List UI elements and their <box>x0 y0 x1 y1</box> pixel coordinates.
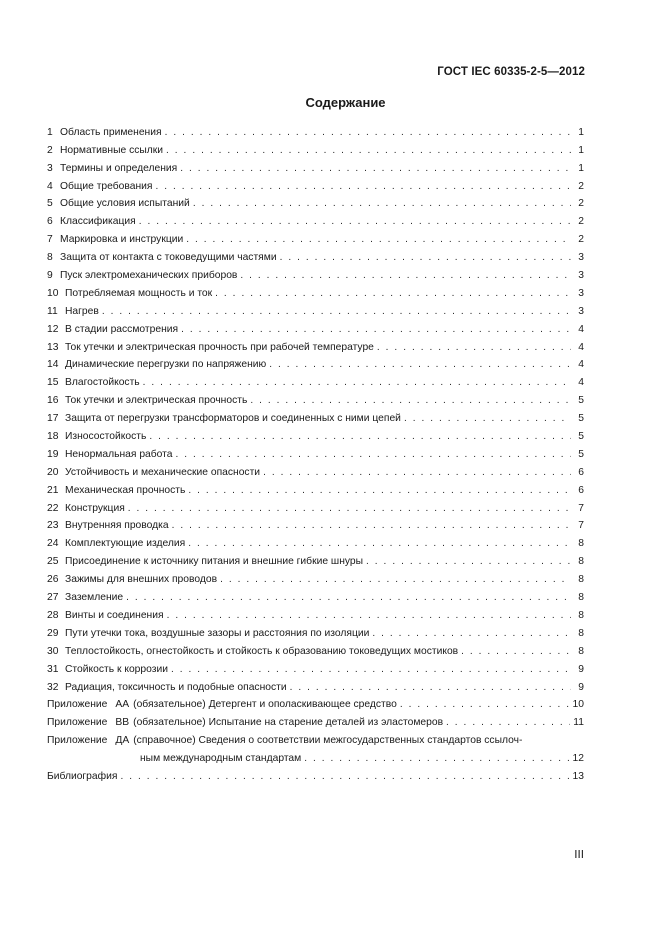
toc-entry <box>47 354 584 372</box>
toc-entry <box>47 264 584 282</box>
table-of-contents <box>47 121 584 783</box>
dot-leader <box>446 717 570 729</box>
dot-leader <box>180 163 571 175</box>
toc-entry <box>47 479 584 497</box>
toc-entry <box>47 461 584 479</box>
page-ref: 7 <box>578 502 584 514</box>
toc-entry <box>47 246 584 264</box>
section-title: Радиация, токсичность и подобные опасности <box>65 681 287 693</box>
page-ref: 1 <box>578 126 584 138</box>
toc-entry <box>47 604 584 622</box>
page-ref: 8 <box>578 627 584 639</box>
dot-leader <box>172 520 571 532</box>
page-ref: 1 <box>578 144 584 156</box>
page-ref: 6 <box>578 484 584 496</box>
toc-title: Содержание <box>305 95 386 110</box>
page-ref: 8 <box>578 645 584 657</box>
page-ref: 6 <box>578 466 584 478</box>
page-ref: 8 <box>578 556 584 568</box>
dot-leader <box>240 270 571 282</box>
section-title: Внутренняя проводка <box>65 520 169 532</box>
dot-leader <box>269 359 571 371</box>
section-title: Область применения <box>60 126 162 138</box>
page-ref: 4 <box>578 323 584 335</box>
appendix-code: АА <box>115 699 130 711</box>
section-title: Динамические перегрузки по напряжению <box>65 359 267 371</box>
toc-entry <box>47 336 584 354</box>
section-title: Присоединение к источнику питания и внешние гибкие шнуры <box>65 556 364 568</box>
page-ref: 7 <box>578 520 584 532</box>
page-ref: 11 <box>573 717 584 729</box>
section-title: Комплектующие изделия <box>65 538 186 550</box>
section-number: 18 <box>47 431 59 443</box>
toc-entry <box>47 622 584 640</box>
toc-entry <box>47 658 584 676</box>
page-ref: 3 <box>578 287 584 299</box>
page-ref: 2 <box>578 234 584 246</box>
page-ref: 12 <box>572 753 584 765</box>
section-number: 29 <box>47 627 59 639</box>
dot-leader <box>404 413 571 425</box>
section-number: 10 <box>47 287 59 299</box>
toc-entry <box>47 371 584 389</box>
dot-leader <box>166 145 571 157</box>
toc-entry <box>47 389 584 407</box>
dot-leader <box>102 306 571 318</box>
toc-entry <box>47 425 584 443</box>
section-number: 1 <box>47 126 53 138</box>
document-header: ГОСТ IEC 60335-2-5—2012 <box>437 66 585 78</box>
section-title: Защита от перегрузки трансформаторов и соединенных с ними цепей <box>65 413 401 425</box>
section-number: 20 <box>47 466 59 478</box>
section-title: Винты и соединения <box>65 609 164 621</box>
toc-appendix <box>47 729 584 765</box>
dot-leader <box>304 753 569 765</box>
toc-bibliography <box>47 765 584 783</box>
section-title: Стойкость к коррозии <box>65 663 168 675</box>
section-title: Общие условия испытаний <box>60 198 190 210</box>
toc-entry <box>47 532 584 550</box>
page-ref: 3 <box>578 270 584 282</box>
toc-entry <box>47 300 584 318</box>
dot-leader <box>263 467 571 479</box>
dot-leader <box>400 699 570 711</box>
dot-leader <box>188 485 571 497</box>
section-number: 27 <box>47 592 59 604</box>
section-number: 25 <box>47 556 59 568</box>
dot-leader <box>139 216 571 228</box>
section-number: 23 <box>47 520 59 532</box>
toc-entry <box>47 586 584 604</box>
appendix-label: Приложение <box>47 717 108 729</box>
dot-leader <box>193 198 571 210</box>
appendix-code: ВВ <box>115 717 130 729</box>
dot-leader <box>126 592 571 604</box>
dot-leader <box>120 771 569 783</box>
toc-entry <box>47 282 584 300</box>
section-title: Общие требования <box>60 180 153 192</box>
appendix-title: (справочное) Сведения о соответствии межгосударственных стандартов ссылоч- <box>133 735 523 747</box>
section-number: 15 <box>47 377 59 389</box>
page-ref: 10 <box>572 699 584 711</box>
page-ref: 1 <box>578 162 584 174</box>
section-number: 30 <box>47 645 59 657</box>
section-number: 16 <box>47 395 59 407</box>
section-number: 11 <box>47 305 58 317</box>
toc-entry <box>47 175 584 193</box>
page-ref: 3 <box>578 252 584 264</box>
dot-leader <box>220 574 571 586</box>
section-number: 22 <box>47 502 59 514</box>
toc-entry <box>47 550 584 568</box>
dot-leader <box>377 342 571 354</box>
toc-entry <box>47 407 584 425</box>
section-number: 9 <box>47 270 53 282</box>
page-number: III <box>574 848 584 861</box>
page-ref: 5 <box>578 431 584 443</box>
page-ref: 13 <box>572 770 584 782</box>
section-number: 6 <box>47 216 53 228</box>
dot-leader <box>366 556 571 568</box>
dot-leader <box>461 646 571 658</box>
page-ref: 8 <box>578 574 584 586</box>
dot-leader <box>156 181 572 193</box>
section-number: 26 <box>47 574 59 586</box>
page-ref: 4 <box>578 341 584 353</box>
section-title: В стадии рассмотрения <box>65 323 179 335</box>
toc-entry <box>47 228 584 246</box>
section-title: Потребляемая мощность и ток <box>65 287 213 299</box>
section-number: 3 <box>47 162 53 174</box>
section-title: Теплостойкость, огнестойкость и стойкость к образованию токоведущих мостиков <box>65 645 459 657</box>
appendix-code: ДА <box>115 735 130 747</box>
dot-leader <box>176 449 571 461</box>
section-title: Нагрев <box>65 305 99 317</box>
toc-entry <box>47 676 584 694</box>
appendix-title: (обязательное) Испытание на старение деталей из эластомеров <box>133 717 444 729</box>
section-number: 13 <box>47 341 59 353</box>
dot-leader <box>215 288 571 300</box>
dot-leader <box>186 234 571 246</box>
toc-entry <box>47 139 584 157</box>
dot-leader <box>128 503 571 515</box>
section-number: 2 <box>47 144 53 156</box>
dot-leader <box>143 377 571 389</box>
dot-leader <box>165 127 571 139</box>
dot-leader <box>167 610 571 622</box>
section-title: Износостойкость <box>65 431 147 443</box>
page-ref: 2 <box>578 180 584 192</box>
section-number: 17 <box>47 413 59 425</box>
section-title: Влагостойкость <box>65 377 140 389</box>
section-title: Защита от контакта с токоведущими частями <box>60 252 277 264</box>
section-number: 24 <box>47 538 59 550</box>
page-ref: 8 <box>578 538 584 550</box>
toc-entry <box>47 497 584 515</box>
page-ref: 2 <box>578 198 584 210</box>
page-ref: 8 <box>578 609 584 621</box>
section-title: Ток утечки и электрическая прочность при рабочей температуре <box>65 341 374 353</box>
dot-leader <box>280 252 571 264</box>
section-title: Ненормальная работа <box>65 448 173 460</box>
toc-entry <box>47 443 584 461</box>
toc-entry <box>47 515 584 533</box>
dot-leader <box>372 628 571 640</box>
appendix-title: (обязательное) Детергент и ополаскивающее средство <box>133 699 397 711</box>
section-title: Ток утечки и электрическая прочность <box>65 395 248 407</box>
section-number: 32 <box>47 681 59 693</box>
toc-entry <box>47 210 584 228</box>
dot-leader <box>290 682 571 694</box>
dot-leader <box>149 431 571 443</box>
section-number: 8 <box>47 252 53 264</box>
section-title: Маркировка и инструкции <box>60 234 184 246</box>
toc-entry <box>47 121 584 139</box>
section-title: Конструкция <box>65 502 125 514</box>
section-number: 28 <box>47 609 59 621</box>
bibliography-title: Библиография <box>47 770 118 782</box>
page-ref: 5 <box>578 395 584 407</box>
section-number: 12 <box>47 323 59 335</box>
section-number: 7 <box>47 234 53 246</box>
toc-appendix <box>47 711 584 729</box>
section-number: 21 <box>47 484 59 496</box>
toc-entry <box>47 640 584 658</box>
section-title: Пути утечки тока, воздушные зазоры и расстояния по изоляции <box>65 627 370 639</box>
page-ref: 9 <box>578 681 584 693</box>
section-title: Заземление <box>65 592 124 604</box>
toc-entry <box>47 318 584 336</box>
page-ref: 5 <box>578 413 584 425</box>
page-ref: 8 <box>578 592 584 604</box>
page-ref: 5 <box>578 448 584 460</box>
section-title: Термины и определения <box>60 162 178 174</box>
section-number: 19 <box>47 448 59 460</box>
section-number: 4 <box>47 180 53 192</box>
page-ref: 9 <box>578 663 584 675</box>
appendix-label: Приложение <box>47 699 108 711</box>
dot-leader <box>171 664 571 676</box>
appendix-title-continued: ным международным стандартам <box>140 753 302 765</box>
section-title: Классификация <box>60 216 136 228</box>
dot-leader <box>188 538 571 550</box>
section-title: Зажимы для внешних проводов <box>65 574 218 586</box>
section-title: Нормативные ссылки <box>60 144 164 156</box>
page-ref: 4 <box>578 377 584 389</box>
toc-entry <box>47 157 584 175</box>
section-number: 14 <box>47 359 59 371</box>
section-title: Устойчивость и механические опасности <box>65 466 261 478</box>
toc-entry <box>47 193 584 211</box>
toc-appendix <box>47 694 584 712</box>
dot-leader <box>250 395 571 407</box>
section-number: 5 <box>47 198 53 210</box>
page-ref: 3 <box>578 305 584 317</box>
page-ref: 2 <box>578 216 584 228</box>
section-title: Пуск электромеханических приборов <box>60 270 238 282</box>
section-number: 31 <box>47 663 59 675</box>
toc-entry <box>47 568 584 586</box>
page-ref: 4 <box>578 359 584 371</box>
dot-leader <box>181 324 571 336</box>
appendix-label: Приложение <box>47 735 108 747</box>
section-title: Механическая прочность <box>65 484 186 496</box>
